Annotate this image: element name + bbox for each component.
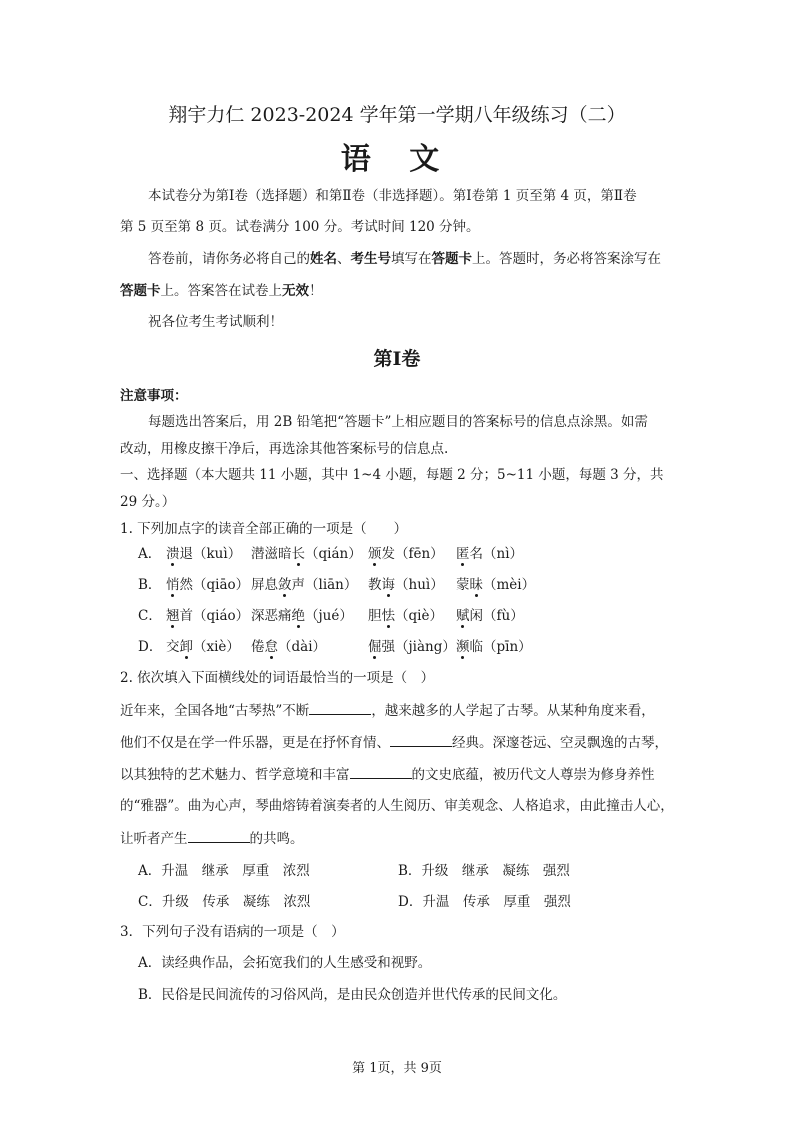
intro-text: ！ [309, 283, 323, 299]
q3-stem: 3．下列句子没有语病的一项是（ ） [120, 924, 345, 940]
q1-item: 溃退（kuì） [166, 546, 242, 562]
q2-passage-line-4: 的“雅器”。曲为心声，琴曲熔铸着演奏者的人生阅历、审美观念、人格追求，由此撞击人心， [120, 798, 674, 814]
section-title: 第Ⅰ卷 [373, 348, 421, 370]
q1-label: D． [138, 639, 163, 655]
part1-line-2: 29 分。） [120, 494, 176, 510]
invalid-bold: 无效 [282, 283, 309, 299]
answer-blank [390, 732, 452, 747]
q2-option-b: B．升级 继承 凝练 强烈 [398, 863, 570, 879]
q3-option-b: B．民俗是民间流传的习俗风尚，是由民众创造并世代传承的民间文化。 [138, 987, 567, 1003]
q2-passage-line-3: 以其独特的艺术魅力、哲学意境和丰富 的文史底蕴，被历代文人尊崇为修身养性 [120, 764, 655, 785]
q2-passage-line-2: 他们不仅是在学一件乐器，更是在抒怀育情、 经典。深邃苍远、空灵飘逸的古琴， [120, 732, 668, 753]
q1-label: C． [138, 608, 162, 624]
q1-item: 倔强（jiàng） [368, 639, 456, 655]
part1-line-1: 一、选择题（本大题共 11 小题，其中 1~4 小题，每题 2 分；5~11 小题，每题 3 分，共 [120, 467, 664, 483]
q1-item: 悄然（qiāo） [166, 577, 250, 593]
q1-item: 颁发（fēn） [368, 546, 444, 562]
intro-line-2: 第 5 页至第 8 页。试卷满分 100 分。考试时间 120 分钟。 [120, 219, 480, 235]
exam-title: 翔宇力仁 2023-2024 学年第一学期八年级练习（二） [168, 104, 626, 126]
q1-label: A． [138, 546, 162, 562]
q1-item: 匿名（nì） [456, 546, 524, 562]
wish-text: 祝各位考生考试顺利！ [148, 314, 283, 330]
q1-item: 屏息敛声（liān） [251, 577, 358, 593]
q2-passage-line-1: 近年来，全国各地“古琴热”不断 ，越来越多的人学起了古琴。从某种角度来看， [120, 700, 655, 721]
q1-item: 教诲（huì） [368, 577, 444, 593]
q1-item: 倦怠（dài） [251, 639, 327, 655]
name-bold: 姓名 [310, 251, 337, 267]
id-bold: 考生号 [350, 251, 391, 267]
answer-blank [309, 700, 371, 715]
q1-stem: 1. 下列加点字的读音全部正确的一项是（ ） [120, 521, 408, 537]
intro-text: 上。答题时，务必将答案涂写在 [472, 251, 661, 267]
notice-line-2: 改动，用橡皮擦干净后，再选涂其他答案标号的信息点. [120, 441, 449, 457]
q1-item: 潜滋暗长（qián） [251, 546, 362, 562]
q2-option-a: A．升温 继承 厚重 浓烈 [138, 863, 310, 879]
intro-line-1: 本试卷分为第Ⅰ卷（选择题）和第Ⅱ卷（非选择题）。第Ⅰ卷第 1 页至第 4 页，第Ⅱ卷 [148, 188, 637, 204]
answer-card-bold: 答题卡 [431, 251, 472, 267]
q1-item: 赋闲（fù） [456, 608, 524, 624]
notice-label: 注意事项： [120, 388, 188, 404]
q1-item: 胆怯（qiè） [368, 608, 443, 624]
q1-label: B． [138, 577, 162, 593]
q2-stem: 2. 依次填入下面横线处的词语最恰当的一项是（ ） [120, 670, 435, 686]
intro-text: 上。答案答在试卷上 [160, 283, 282, 299]
answer-blank [188, 828, 250, 843]
intro-text: 答卷前，请你务必将自己的 [148, 251, 310, 267]
notice-line-1: 每题选出答案后，用 2B 铅笔把“答题卡”上相应题目的答案标号的信息点涂黑。如需 [148, 414, 648, 430]
subject-title: 语 文 [340, 142, 454, 177]
q1-item: 深恶痛绝（jué） [251, 608, 353, 624]
q1-item: 交卸（xiè） [166, 639, 240, 655]
intro-text: 填写在 [391, 251, 432, 267]
q1-item: 濒临（pīn） [456, 639, 532, 655]
q3-option-a: A．读经典作品，会拓宽我们的人生感受和视野。 [138, 955, 432, 971]
q2-option-d: D．升温 传承 厚重 强烈 [398, 894, 571, 910]
page-number: 第 1页，共 9页 [352, 1061, 442, 1076]
q2-passage-line-5: 让听者产生 的共鸣。 [120, 828, 304, 849]
answer-blank [350, 764, 412, 779]
q1-item: 蒙昧（mèi） [456, 577, 536, 593]
intro-answer-instruction-2 [120, 281, 323, 301]
q2-option-c: C．升级 传承 凝练 浓烈 [138, 894, 311, 910]
intro-answer-instruction [148, 249, 661, 269]
answer-card-bold: 答题卡 [120, 283, 161, 299]
q1-item: 翘首（qiáo） [166, 608, 250, 624]
intro-sep: 、 [337, 251, 351, 267]
